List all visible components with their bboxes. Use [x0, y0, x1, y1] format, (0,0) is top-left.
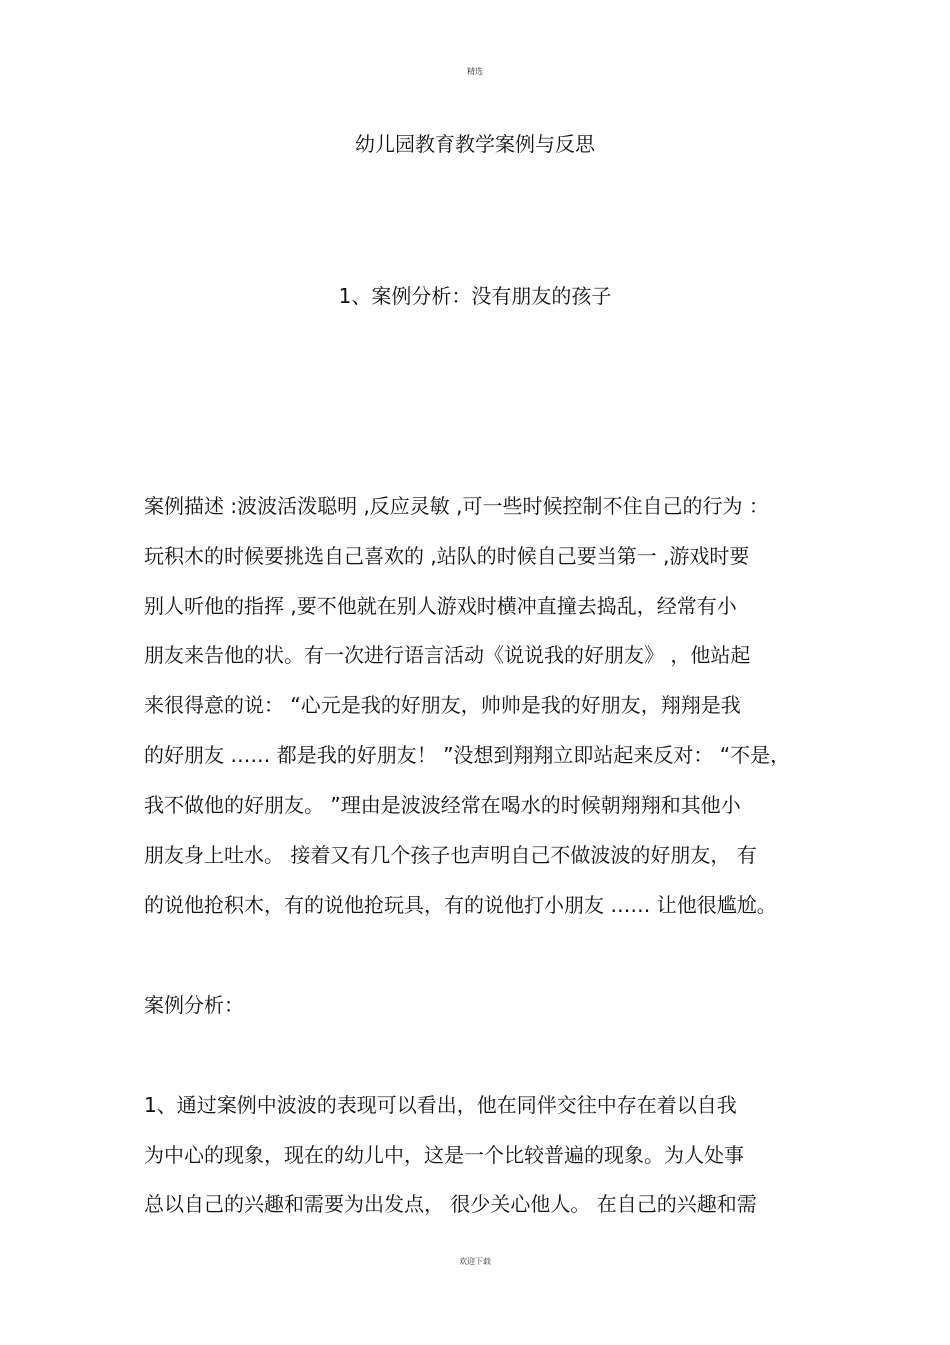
document-title: 幼儿园教育教学案例与反思 [355, 132, 595, 156]
description-line: 朋友来告他的状。有一次进行语言活动《说说我的好朋友》 ，他站起 [144, 643, 751, 667]
description-line: 的说他抢积木，有的说他抢玩具，有的说他打小朋友 …… 让他很尴尬。 [144, 893, 777, 917]
analysis-label: 案例分析： [144, 993, 244, 1017]
analysis-line: 为中心的现象，现在的幼儿中，这是一个比较普遍的现象。为人处事 [144, 1143, 744, 1167]
description-line: 玩积木的时候要挑选自己喜欢的 ,站队的时候自己要当第一 ,游戏时要 [144, 544, 750, 568]
description-line: 朋友身上吐水。 接着又有几个孩子也声明自己不做波波的好朋友， 有 [144, 843, 757, 867]
header-watermark: 精选 [467, 67, 483, 76]
analysis-line: 1、通过案例中波波的表现可以看出，他在同伴交往中存在着以自我 [144, 1093, 737, 1117]
description-line: 的好朋友 …… 都是我的好朋友！ ”没想到翔翔立即站起来反对： “不是， [144, 743, 791, 767]
description-line: 我不做他的好朋友。 ”理由是波波经常在喝水的时候朝翔翔和其他小 [144, 793, 741, 817]
description-line: 案例描述 :波波活泼聪明 ,反应灵敏 ,可一些时候控制不住自己的行为 ： [144, 494, 769, 518]
section-title: 1、案例分析：没有朋友的孩子 [338, 284, 612, 308]
description-line: 来很得意的说： “心元是我的好朋友，帅帅是我的好朋友，翔翔是我 [144, 693, 741, 717]
description-line: 别人听他的指挥 ,要不他就在别人游戏时横冲直撞去捣乱，经常有小 [144, 594, 737, 618]
analysis-line: 总以自己的兴趣和需要为出发点， 很少关心他人。 在自己的兴趣和需 [144, 1192, 757, 1216]
footer-watermark: 欢迎下载 [459, 1257, 491, 1266]
